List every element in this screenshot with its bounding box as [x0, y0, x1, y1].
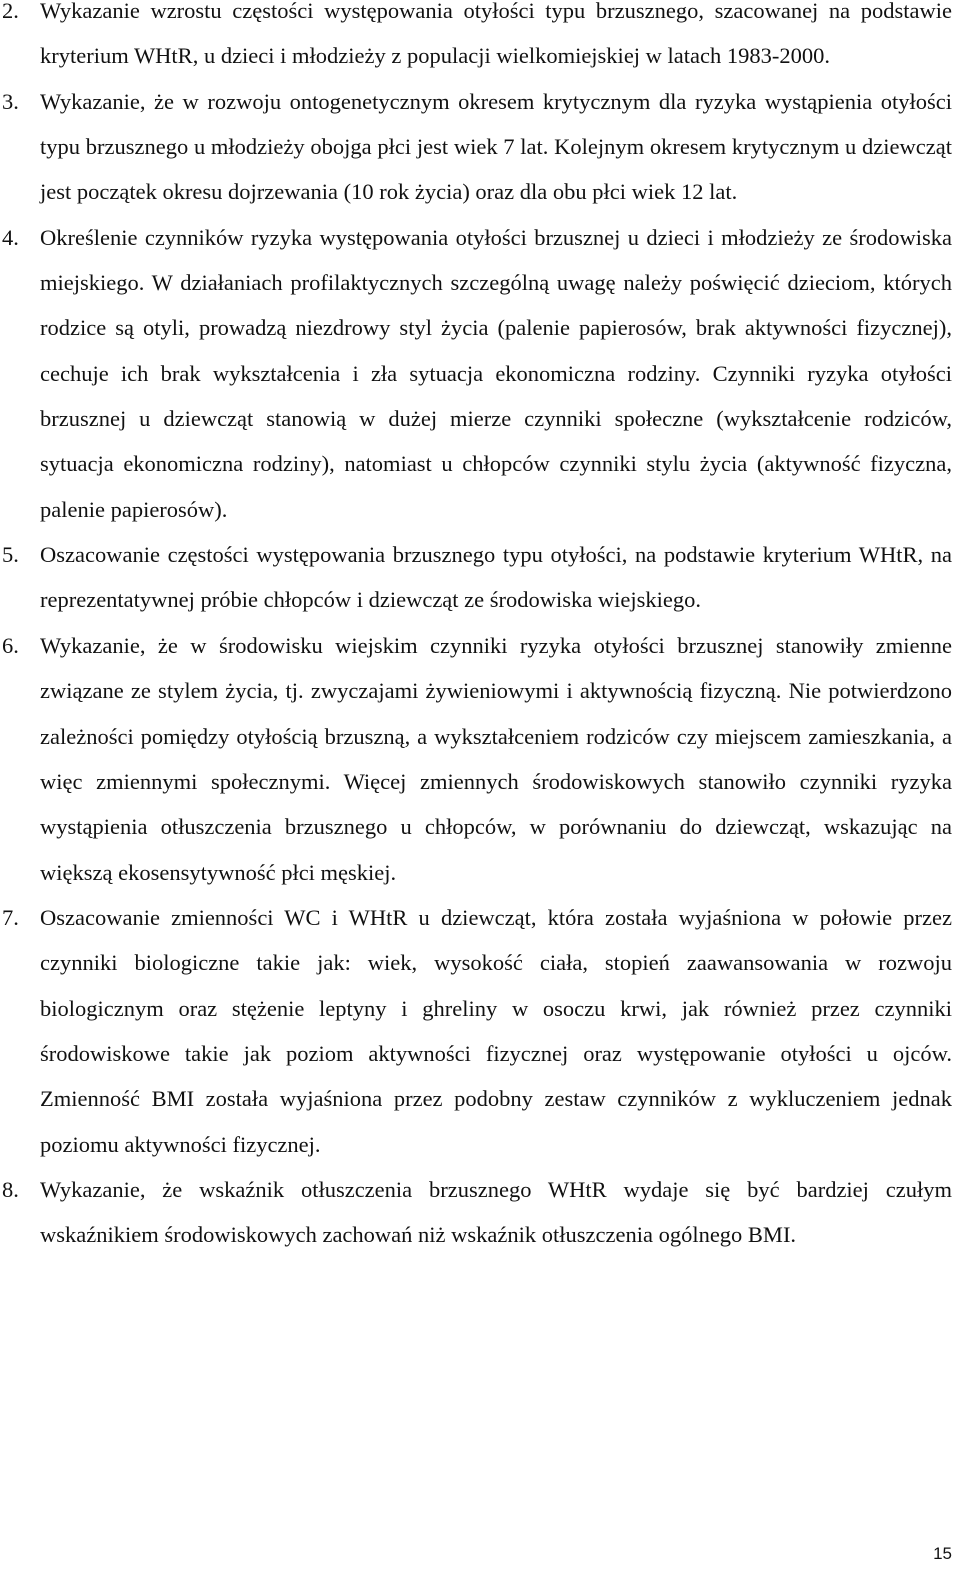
- list-item: [0, 215, 960, 532]
- item-number: 2.: [2, 0, 19, 23]
- list-item: [0, 532, 960, 623]
- item-number: 3.: [2, 88, 19, 114]
- list-item: [0, 0, 960, 79]
- item-number: 5.: [2, 542, 19, 568]
- item-text: Określenie czynników ryzyka występowania otyłości brzusznej u dzieci i młodzieży ze środowiska miejskiego. W działaniach profilaktycznych szczególną uwagę należy poświęcić dzieciom, których rodzice są otyli, prowadzą niezdrowy styl życia (palenie papierosów, brak aktywności fizycznej), cechuje ich brak wykształcenia i zła sytuacja ekonomiczna rodziny. Czynniki ryzyka otyłości brzusznej u dziewcząt stanowią w dużej mierze czynniki społeczne (wykształcenie rodziców, sytuacja ekonomiczna rodziny), natomiast u chłopców czynniki stylu życia (aktywność fizyczna, palenie papierosów).: [40, 224, 952, 522]
- item-number: 6.: [2, 632, 19, 658]
- list-item: [0, 895, 960, 1167]
- item-text: Oszacowanie częstości występowania brzusznego typu otyłości, na podstawie kryterium WHtR, na reprezentatywnej próbie chłopców i dziewcząt ze środowiska wiejskiego.: [40, 542, 952, 613]
- item-text: Oszacowanie zmienności WC i WHtR u dziewcząt, która została wyjaśniona w połowie przez czynniki biologiczne takie jak: wiek, wysokość ciała, stopień zaawansowania w rozwoju biologicznym oraz stężenie leptyny i ghreliny w osoczu krwi, jak również przez czynniki środowiskowe takie jak poziom aktywności fizycznej oraz występowanie otyłości u ojców. Zmienność BMI została wyjaśniona przez podobny zestaw czynników z wykluczeniem jednak poziomu aktywności fizycznej.: [40, 904, 952, 1157]
- item-number: 8.: [2, 1176, 19, 1202]
- item-text: Wykazanie wzrostu częstości występowania otyłości typu brzusznego, szacowanej na podstawie kryterium WHtR, u dzieci i młodzieży z populacji wielkomiejskiej w latach 1983-2000.: [40, 0, 952, 69]
- page-number: 15: [933, 1544, 952, 1563]
- item-text: Wykazanie, że wskaźnik otłuszczenia brzusznego WHtR wydaje się być bardziej czułym wskaźnikiem środowiskowych zachowań niż wskaźnik otłuszczenia ogólnego BMI.: [40, 1176, 952, 1248]
- item-number: 7.: [2, 904, 19, 930]
- item-text: Wykazanie, że w środowisku wiejskim czynniki ryzyka otyłości brzusznej stanowiły zmienne związane ze stylem życia, tj. zwyczajami żywieniowymi i aktywnością fizyczną. Nie potwierdzono zależności pomiędzy otyłością brzuszną, a wykształceniem rodziców czy miejscem zamieszkania, a więc zmiennymi społecznymi. Więcej zmiennych środowiskowych stanowiło czynniki ryzyka wystąpienia otłuszczenia brzusznego u chłopców, w porównaniu do dziewcząt, wskazując na większą ekosensytywność płci męskiej.: [40, 632, 952, 885]
- list-item: [0, 1167, 960, 1258]
- item-text: Wykazanie, że w rozwoju ontogenetycznym okresem krytycznym dla ryzyka wystąpienia otyłości typu brzusznego u młodzieży obojga płci jest wiek 7 lat. Kolejnym okresem krytycznym u dziewcząt jest początek okresu dojrzewania (10 rok życia) oraz dla obu płci wiek 12 lat.: [40, 88, 952, 205]
- list-item: [0, 623, 960, 895]
- list-item: [0, 79, 960, 215]
- item-number: 4.: [2, 224, 19, 250]
